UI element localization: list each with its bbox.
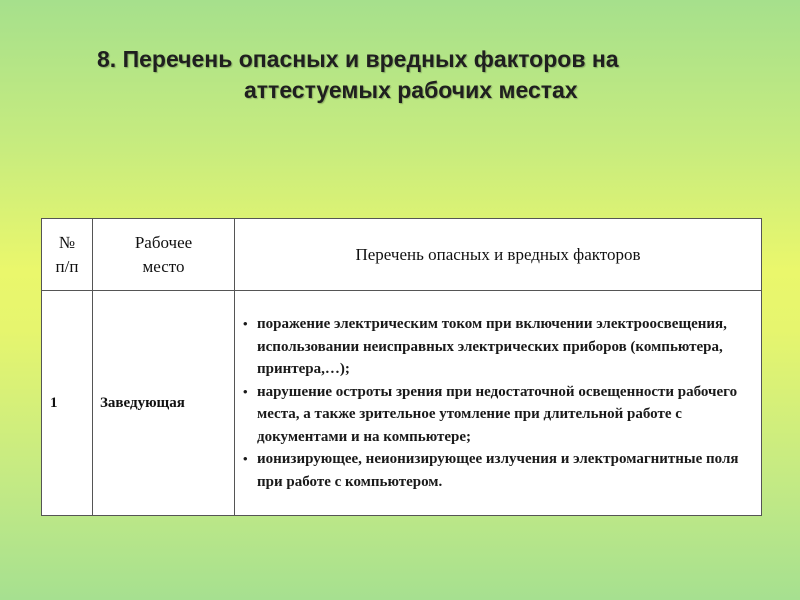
header-workplace-line-2: место [142, 256, 185, 276]
row-workplace: Заведующая [93, 291, 235, 516]
table-header-row [42, 219, 762, 291]
table-row [42, 291, 762, 516]
row-factors [235, 291, 762, 516]
row-number: 1 [42, 291, 93, 516]
factors-table [41, 218, 762, 516]
header-workplace-line-1: Рабочее [134, 232, 193, 252]
header-workplace [93, 219, 235, 291]
list-item [241, 381, 755, 449]
header-number-line-1: № [58, 232, 76, 252]
header-number [42, 219, 93, 291]
title-line-1: 8. Перечень опасных и вредных факторов на [97, 46, 619, 72]
factor-list [241, 313, 755, 493]
list-item [241, 448, 755, 493]
factor-text: ионизирующее, неионизирующее излучения и электромагнитные поля при работе с компьютером. [257, 451, 739, 490]
title-line-2: аттестуемых рабочих местах [244, 77, 578, 103]
factor-text: нарушение остроты зрения при недостаточной освещенности рабочего места, а также зрительное утомление при длительной работе с документами и на компьютере; [257, 383, 738, 445]
bullet-icon: • [243, 383, 248, 399]
header-factors: Перечень опасных и вредных факторов [235, 219, 762, 291]
bullet-icon: • [243, 316, 248, 331]
factor-text: поражение электрическим током при включении электроосвещения, использовании неисправных электрических приборов (компьютера, принтера,…); [257, 316, 727, 377]
bullet-icon: • [243, 451, 248, 466]
header-number-line-2: п/п [55, 256, 79, 276]
list-item [241, 313, 755, 381]
